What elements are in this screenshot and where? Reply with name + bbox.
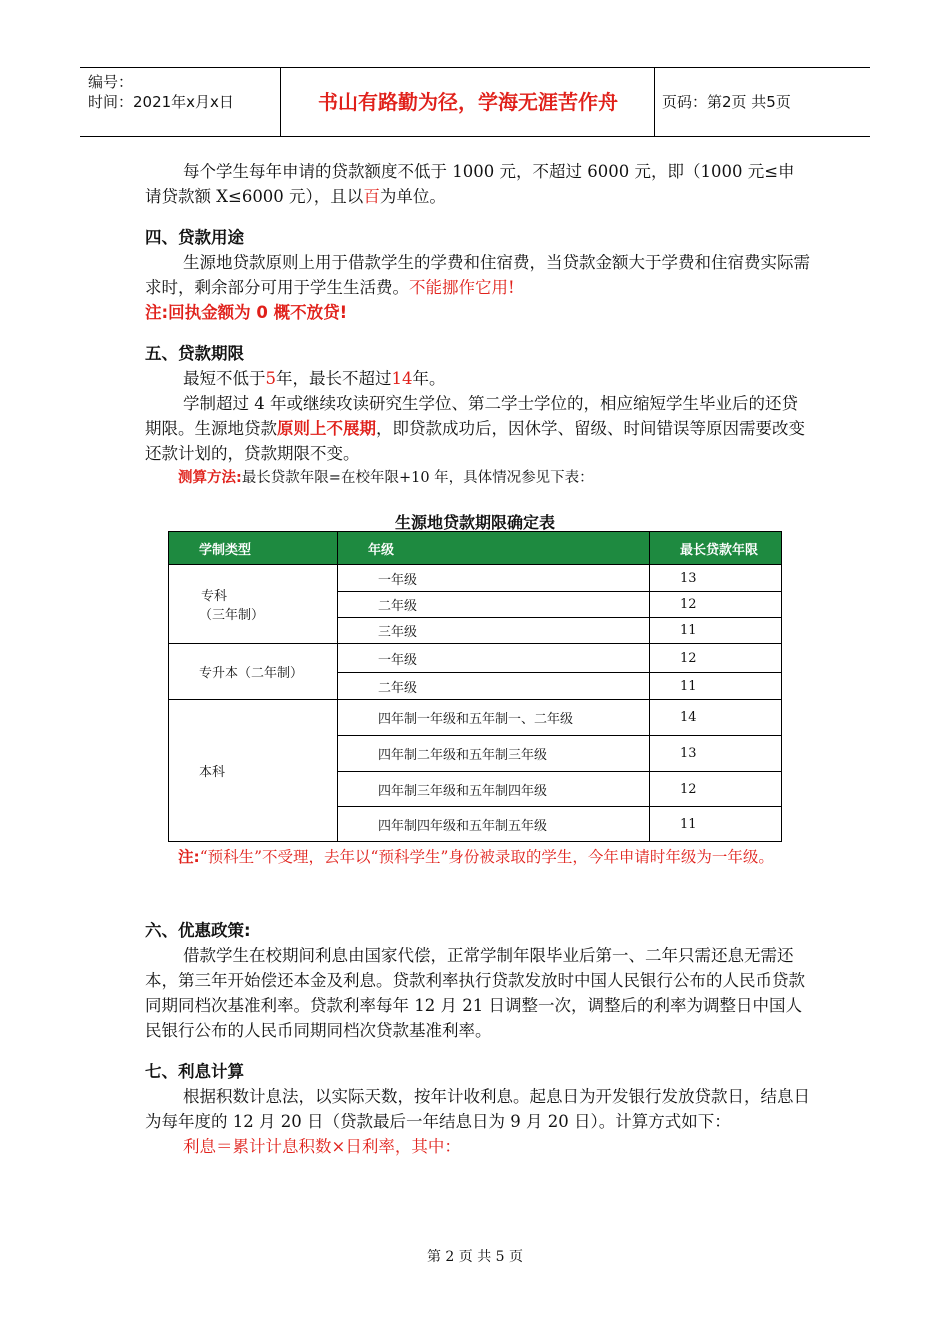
table-row: 二年级 11 — [169, 673, 782, 700]
table-row: 二年级 12 — [169, 592, 782, 618]
calc-method: 测算方法:最长贷款年限=在校年限+10 年，具体情况参见下表： — [178, 470, 594, 486]
loan-term-table — [168, 531, 782, 842]
section-5-title: 五、贷款期限 — [145, 344, 244, 363]
table-header-row — [169, 532, 782, 565]
loan-usage-paragraph: 生源地贷款原则上用于借款学生的学费和住宿费，当贷款金额大于学费和住宿费实际需求时，剩余部分可用于学生生活费。不能挪作它用! — [145, 253, 810, 297]
header-meta — [80, 68, 281, 136]
section-7-title: 七、利息计算 — [145, 1062, 244, 1081]
page-footer: 第 2 页 共 5 页 — [426, 1249, 524, 1265]
header-page: 页码：第2页 共5页 — [662, 93, 791, 111]
header-number: 编号： — [88, 73, 134, 91]
col-header-type: 学制类型 — [169, 532, 338, 565]
table-row: 专科 （三年制） 一年级 13 — [169, 565, 782, 592]
section-3-body — [145, 159, 810, 491]
section-6-7-body — [145, 918, 810, 1159]
table-row: 四年制四年级和五年制五年级 11 — [169, 807, 782, 842]
header-time: 时间：2021年x月x日 — [88, 93, 234, 111]
col-header-grade: 年级 — [338, 532, 650, 565]
term-adjust-paragraph: 学制超过 4 年或继续攻读研究生学位、第二学士学位的，相应缩短学生毕业后的还贷期限。生源地贷款原则上不展期，即贷款成功后，因休学、留级、时间错误等原因需要改变还款计划的，贷款期限不变。 — [145, 394, 805, 463]
loan-term-paragraph: 最短不低于5年，最长不超过14年。 — [183, 369, 446, 388]
type-cell-zhuanke: 专科 （三年制） — [169, 565, 338, 644]
col-header-years: 最长贷款年限 — [650, 532, 782, 565]
section-4-title: 四、贷款用途 — [145, 228, 244, 247]
table-row: 专升本（二年制） 一年级 12 — [169, 644, 782, 673]
table-row: 本科 四年制一年级和五年制一、二年级 14 — [169, 700, 782, 736]
interest-formula: 利息＝累计计息积数×日利率，其中： — [183, 1137, 461, 1156]
section-4-note: 注:回执金额为 0 概不放贷! — [145, 303, 348, 322]
loan-amount-paragraph: 每个学生每年申请的贷款额度不低于 1000 元，不超过 6000 元，即（1000 元≤申请贷款额 X≤6000 元），且以百为单位。 — [145, 162, 795, 206]
table-caption: 生源地贷款期限确定表 — [394, 513, 555, 532]
type-cell-benke: 本科 — [169, 700, 338, 842]
table-row: 四年制二年级和五年制三年级 13 — [169, 736, 782, 772]
policy-paragraph: 借款学生在校期间利息由国家代偿，正常学制年限毕业后第一、二年只需还息无需还本，第三年开始偿还本金及利息。贷款利率执行贷款发放时中国人民银行公布的人民币贷款同期同档次基准利率。贷款利率每年 12 月 21 日调整一次，调整后的利率为调整日中国人民银行公布的人民币同期同档次贷款基准利率。 — [145, 946, 805, 1040]
table-row: 三年级 11 — [169, 618, 782, 644]
type-cell-zhuanshengben: 专升本（二年制） — [169, 644, 338, 700]
interest-paragraph: 根据积数计息法，以实际天数，按年计收利息。起息日为开发银行发放贷款日，结息日为每年度的 12 月 20 日（贷款最后一年结息日为 9 月 20 日）。计算方式如下： — [145, 1087, 810, 1131]
table-note: 注:“预科生”不受理，去年以“预科学生”身份被录取的学生，今年申请时年级为一年级。 — [178, 848, 774, 866]
section-6-title: 六、优惠政策: — [145, 921, 251, 940]
page-header — [80, 67, 870, 137]
table-row: 四年制三年级和五年制四年级 12 — [169, 772, 782, 807]
header-slogan: 书山有路勤为径，学海无涯苦作舟 — [282, 68, 655, 136]
